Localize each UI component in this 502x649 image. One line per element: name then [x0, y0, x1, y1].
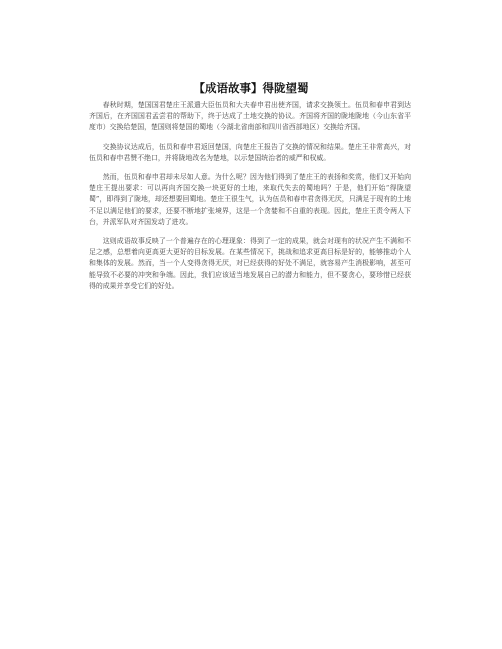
document-body [89, 100, 411, 300]
document-title: 【成语故事】得陇望蜀 [193, 81, 309, 95]
paragraph-3: 然而，伍员和春申君却未尽如人意。为什么呢？因为他们得到了楚庄王的表扬和奖赏，他们又开始向楚庄王提出要求：可以再向齐国交换一块更好的土地，来取代失去的蜀地吗？于是，他们开始“得陇望蜀”，即得到了陇地，却还想要回蜀地。楚庄王很生气，认为伍员和春申君贪得无厌，只满足于现有的土地不足以满足他们的要求，还要不断地扩张境界，这是一个贪婪和不自重的表现。因此，楚庄王责令两人下台，并派军队对齐国发动了进攻。 [89, 173, 411, 226]
paragraph-1: 春秋时期，楚国国君楚庄王派遣大臣伍员和大夫春申君出使齐国，请求交换领土。伍员和春申君到达齐国后，在齐国国君孟尝君的帮助下，终于达成了土地交换的协议。齐国将齐国的陇地陇地（今山东省平度市）交换给楚国，楚国则将楚国的蜀地（今湖北省南部和四川省西部地区）交换给齐国。 [89, 101, 411, 132]
paragraph-4: 这则成语故事反映了一个普遍存在的心理现象：得到了一定的成果，就会对现有的状况产生不满和不足之感，总想着向更高更大更好的目标发展。在某些情况下，挑战和追求更高目标是好的，能够推动个人和集体的发展。然而，当一个人变得贪得无厌，对已经获得的好处不满足，就容易产生消极影响，甚至可能导致不必要的冲突和争端。因此，我们应该适当地发展自己的潜力和能力，但不要贪心，要珍惜已经获得的成果并享受它们的好处。 [89, 237, 411, 290]
paragraph-2: 交换协议达成后，伍员和春申君返回楚国，向楚庄王报告了交换的情况和结果。楚庄王非常高兴，对伍员和春申君赞不绝口，并将陇地改名为楚地，以示楚国统治者的威严和权威。 [89, 142, 411, 162]
